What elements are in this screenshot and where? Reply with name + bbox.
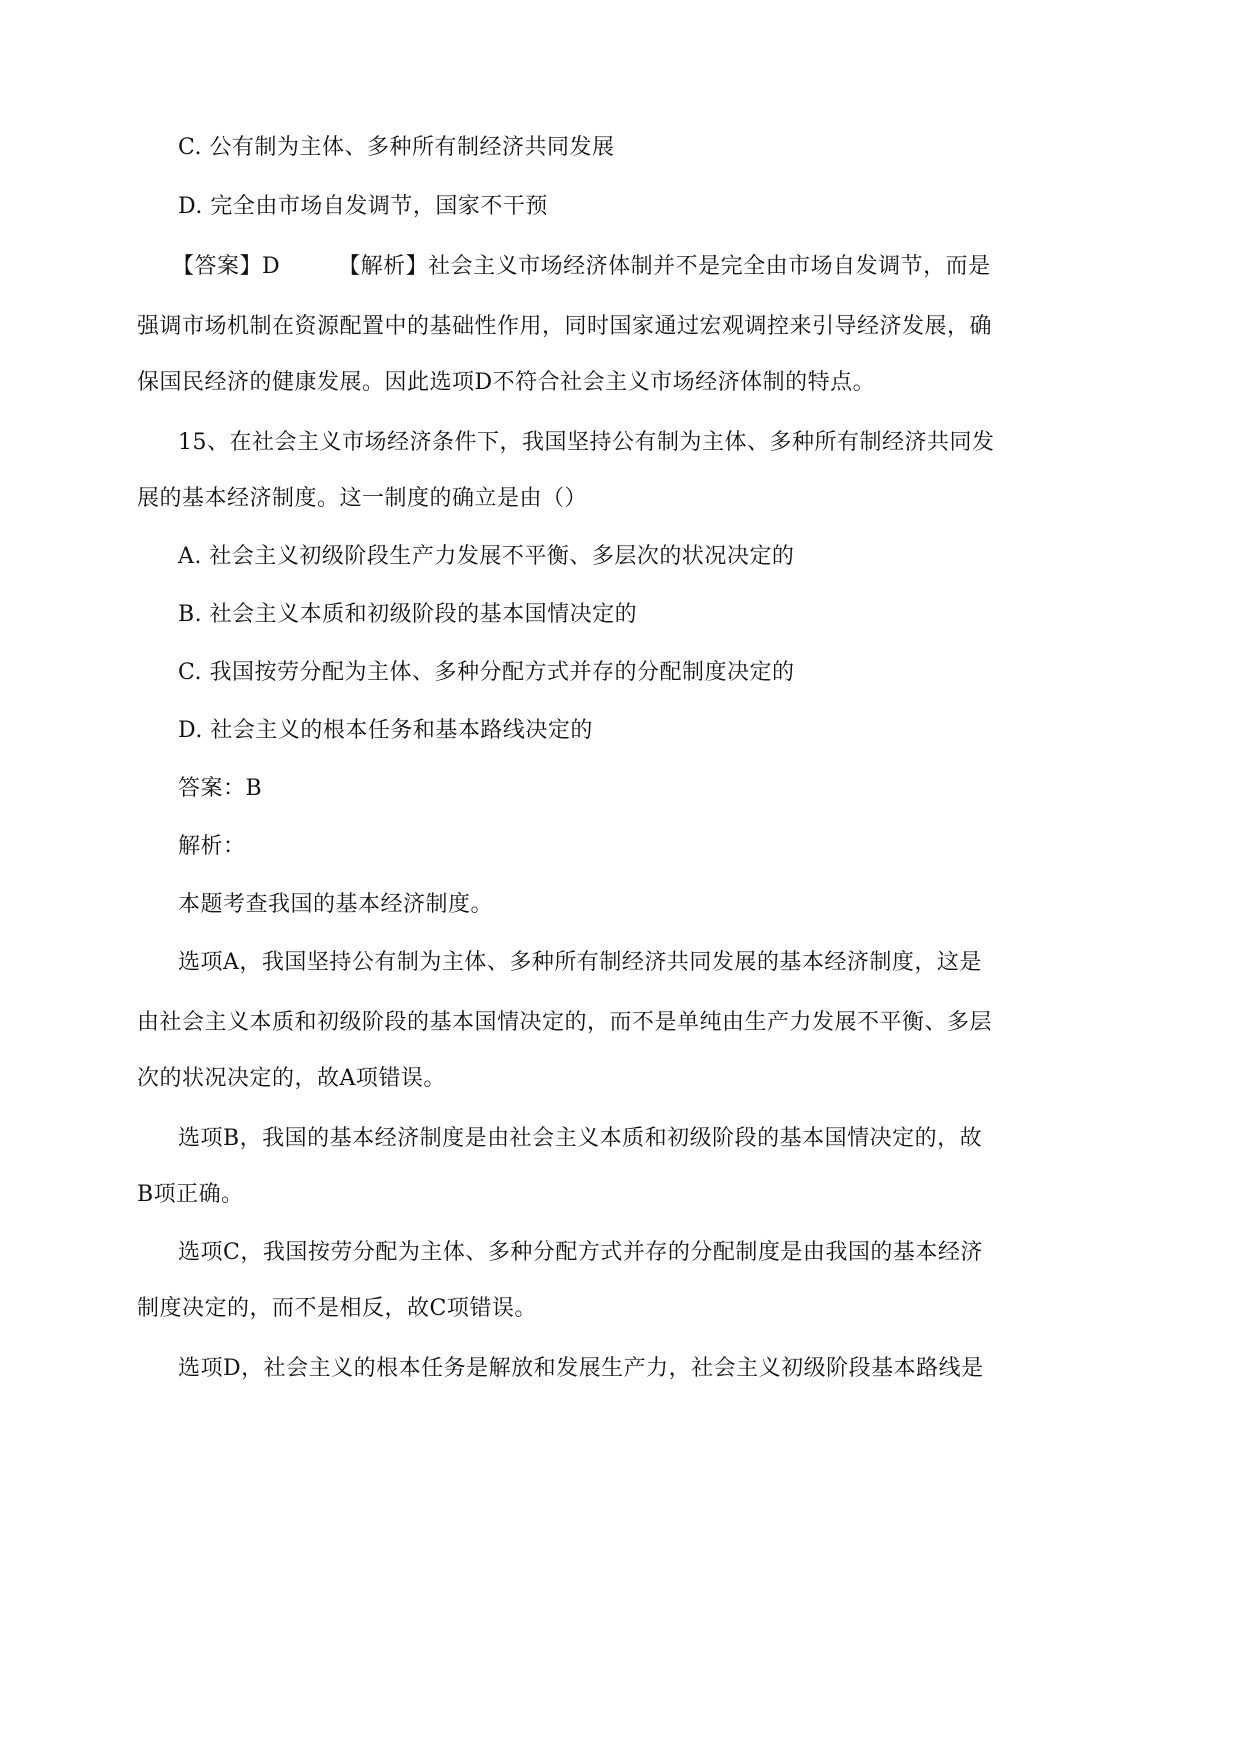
q15-option-b-analysis: B项正确。 — [137, 1182, 244, 1207]
q15-option-a-analysis: 选项A，我国坚持公有制为主体、多种所有制经济共同发展的基本经济制度，这是 — [178, 950, 982, 975]
q15-option-a: A. 社会主义初级阶段生产力发展不平衡、多层次的状况决定的 — [178, 544, 795, 569]
q15-option-c-analysis: 制度决定的，而不是相反，故C项错误。 — [137, 1296, 537, 1321]
q14-answer-line — [172, 252, 991, 282]
q15-stem-line: 展的基本经济制度。这一制度的确立是由（） — [137, 486, 588, 511]
q15-stem-line: 15、在社会主义市场经济条件下，我国坚持公有制为主体、多种所有制经济共同发 — [178, 430, 995, 455]
q14-analysis-text: 【解析】社会主义市场经济体制并不是完全由市场自发调节，而是 — [338, 254, 991, 279]
q14-analysis-line: 保国民经济的健康发展。因此选项D不符合社会主义市场经济体制的特点。 — [137, 370, 876, 395]
q15-option-d: D. 社会主义的根本任务和基本路线决定的 — [178, 718, 593, 743]
q15-analysis-label: 解析： — [178, 834, 246, 859]
q15-option-c-analysis: 选项C，我国按劳分配为主体、多种分配方式并存的分配制度是由我国的基本经济 — [178, 1240, 983, 1265]
q15-option-a-analysis: 次的状况决定的，故A项错误。 — [137, 1066, 446, 1091]
q14-analysis-line: 强调市场机制在资源配置中的基础性作用，同时国家通过宏观调控来引导经济发展，确 — [137, 314, 993, 339]
q15-answer: 答案：B — [178, 776, 263, 801]
q14-option-d: D. 完全由市场自发调节，国家不干预 — [178, 194, 548, 219]
q14-option-c: C. 公有制为主体、多种所有制经济共同发展 — [178, 135, 615, 160]
q15-option-b: B. 社会主义本质和初级阶段的基本国情决定的 — [178, 602, 638, 627]
q14-answer-label: 【答案】D — [172, 254, 281, 279]
q15-option-d-analysis: 选项D，社会主义的根本任务是解放和发展生产力，社会主义初级阶段基本路线是 — [178, 1356, 984, 1381]
q15-option-c: C. 我国按劳分配为主体、多种分配方式并存的分配制度决定的 — [178, 660, 795, 685]
q15-option-b-analysis: 选项B，我国的基本经济制度是由社会主义本质和初级阶段的基本国情决定的，故 — [178, 1126, 983, 1151]
q15-option-a-analysis: 由社会主义本质和初级阶段的基本国情决定的，而不是单纯由生产力发展不平衡、多层 — [137, 1010, 993, 1035]
q15-topic: 本题考查我国的基本经济制度。 — [178, 892, 494, 917]
